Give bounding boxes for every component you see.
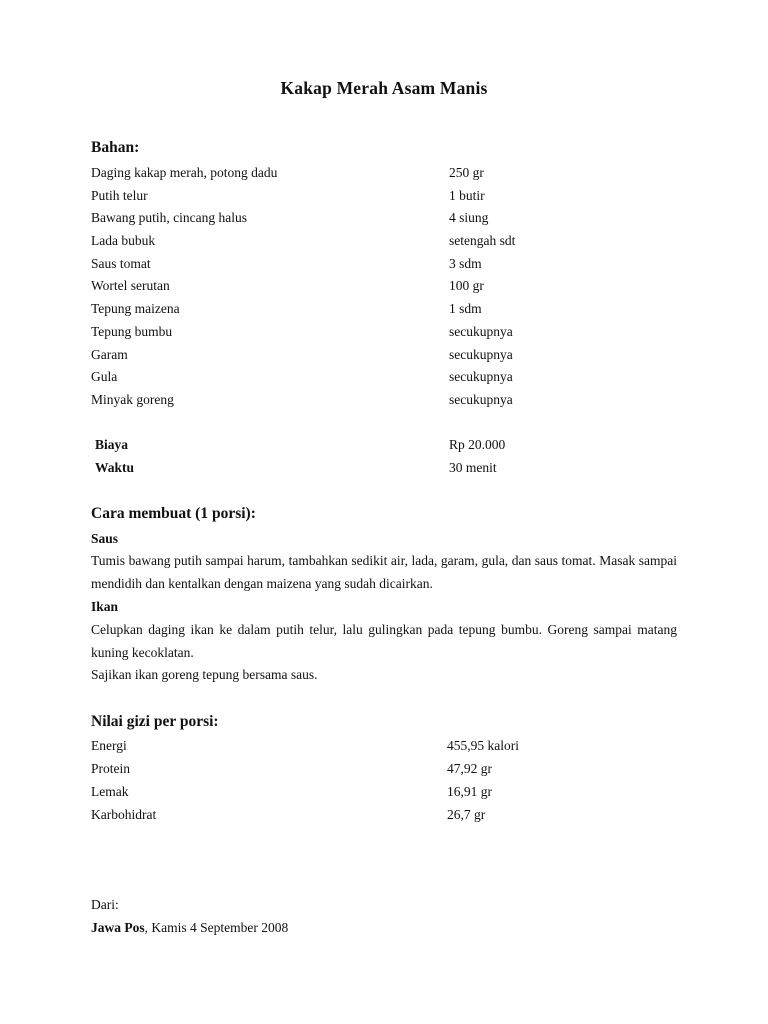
ingredient-row xyxy=(91,253,691,275)
ingredient-qty: setengah sdt xyxy=(449,233,516,248)
ingredient-qty: 3 sdm xyxy=(449,256,482,271)
cost-value: Rp 20.000 xyxy=(449,437,506,452)
ingredient-qty: 100 gr xyxy=(449,278,484,293)
ingredient-qty: 1 butir xyxy=(449,188,485,203)
nutrient-name: Lemak xyxy=(91,784,129,799)
nutrition-row xyxy=(91,735,691,757)
nutrient-name: Karbohidrat xyxy=(91,807,157,822)
nutrition-heading: Nilai gizi per porsi: xyxy=(91,713,219,730)
ingredient-name: Putih telur xyxy=(91,188,148,203)
time-value: 30 menit xyxy=(449,460,497,475)
recipe-title: Kakap Merah Asam Manis xyxy=(280,78,488,98)
ingredient-name: Minyak goreng xyxy=(91,392,174,407)
ingredient-row xyxy=(91,275,691,297)
ingredient-row xyxy=(91,298,691,320)
cost-label: Biaya xyxy=(95,437,129,452)
ingredient-row xyxy=(91,162,691,184)
nutrition-row xyxy=(91,758,691,780)
ingredients-heading: Bahan: xyxy=(91,139,140,156)
ingredient-row xyxy=(91,185,691,207)
ingredient-row xyxy=(91,230,691,252)
nutrition-row xyxy=(91,781,691,803)
ingredient-qty: secukupnya xyxy=(449,392,513,407)
ingredient-qty: 1 sdm xyxy=(449,301,482,316)
sauce-heading: Saus xyxy=(91,531,119,546)
ingredient-row xyxy=(91,366,691,388)
ingredient-qty: secukupnya xyxy=(449,347,513,362)
fish-instructions: Celupkan daging ikan ke dalam putih telur, lalu gulingkan pada tepung bumbu. Goreng sampai matang kuning kecoklatan. xyxy=(91,622,677,660)
nutrient-value: 455,95 kalori xyxy=(447,738,519,753)
ingredient-row xyxy=(91,207,691,229)
nutrient-value: 16,91 gr xyxy=(447,784,492,799)
cost-row xyxy=(91,434,691,456)
time-label: Waktu xyxy=(95,460,135,475)
time-row xyxy=(91,457,691,479)
nutrient-value: 26,7 gr xyxy=(447,807,486,822)
source-date: , Kamis 4 September 2008 xyxy=(144,920,289,935)
fish-heading: Ikan xyxy=(91,599,119,614)
nutrient-name: Energi xyxy=(91,738,127,753)
nutrient-name: Protein xyxy=(91,761,130,776)
ingredient-qty: 4 siung xyxy=(449,210,489,225)
ingredient-name: Lada bubuk xyxy=(91,233,156,248)
ingredient-name: Daging kakap merah, potong dadu xyxy=(91,165,278,180)
ingredient-row xyxy=(91,321,691,343)
sauce-instructions: Tumis bawang putih sampai harum, tambahkan sedikit air, lada, garam, gula, dan saus tomat. Masak sampai mendidih dan kentalkan dengan maizena yang sudah dicairkan. xyxy=(91,553,677,591)
source-citation xyxy=(91,920,288,936)
method-heading: Cara membuat (1 porsi): xyxy=(91,505,256,522)
ingredient-row xyxy=(91,389,691,411)
ingredient-name: Garam xyxy=(91,347,128,362)
ingredient-name: Tepung maizena xyxy=(91,301,180,316)
ingredient-name: Saus tomat xyxy=(91,256,151,271)
ingredient-qty: secukupnya xyxy=(449,369,513,384)
ingredient-qty: 250 gr xyxy=(449,165,484,180)
ingredient-qty: secukupnya xyxy=(449,324,513,339)
ingredient-row xyxy=(91,344,691,366)
ingredient-name: Bawang putih, cincang halus xyxy=(91,210,247,225)
serving-instructions: Sajikan ikan goreng tepung bersama saus. xyxy=(91,667,318,682)
ingredient-name: Tepung bumbu xyxy=(91,324,173,339)
source-publication: Jawa Pos xyxy=(91,920,145,935)
ingredient-name: Wortel serutan xyxy=(91,278,170,293)
ingredient-name: Gula xyxy=(91,369,118,384)
nutrient-value: 47,92 gr xyxy=(447,761,492,776)
source-label: Dari: xyxy=(91,897,119,912)
nutrition-row xyxy=(91,804,691,826)
